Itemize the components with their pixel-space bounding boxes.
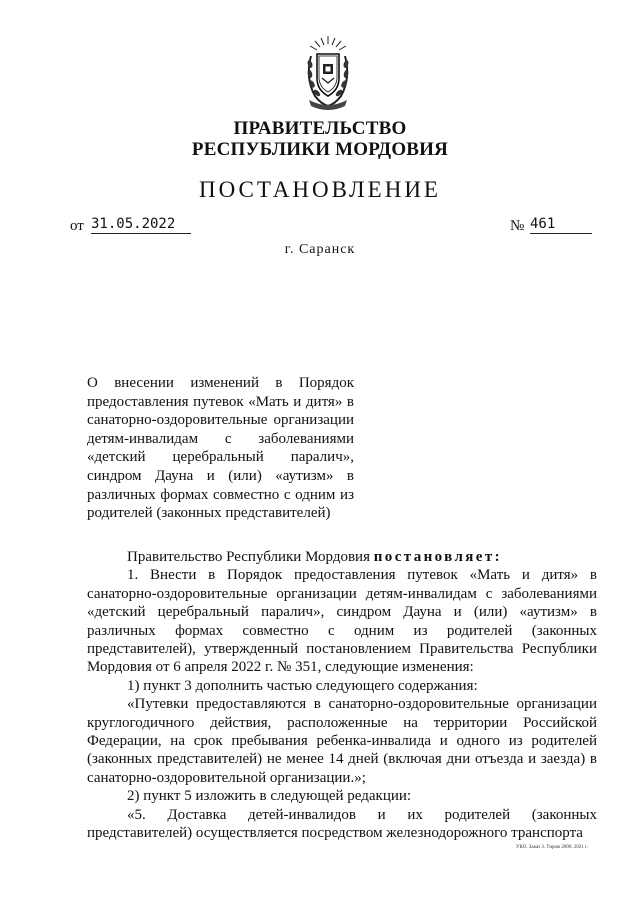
coat-of-arms-emblem [301, 34, 355, 114]
intro-text: Правительство Республики Мордовия [127, 549, 374, 565]
date-prefix: от [70, 218, 84, 234]
government-name-line2: РЕСПУБЛИКИ МОРДОВИЯ [191, 139, 449, 160]
resolution-keyword: постановляет: [373, 549, 503, 565]
quoted-amendment-2: «5. Доставка детей-инвалидов и их родителей (законных представителей) осуществляется посредством железнодорожного транспорта [87, 806, 597, 842]
government-name-line1: ПРАВИТЕЛЬСТВО [233, 118, 407, 139]
item-1-paragraph: 1. Внести в Порядок предоставления путевок «Мать и дитя» в санаторно-оздоровительные организации детям-инвалидам с заболеваниями «детский церебральный паралич», синдром Дауна и (или) «аутизм» в различных формах совместно с одним из родителей (законных представителей), утвержденный постановлением Правительства Республики Мордовия от 6 апреля 2022 г. № 351, следующие изменения: [87, 567, 597, 676]
quoted-amendment-1: «Путевки предоставляются в санаторно-оздоровительные организации круглогодичного действия, расположенные на территории Российской Федерации, на срок пребывания ребенка-инвалида и одного из родителей (законных представителей) не менее 14 дней (включая дни отъезда и заезда) в санаторно-оздоровительной организации.»; [87, 696, 597, 786]
document-body [87, 548, 597, 843]
document-type-heading: ПОСТАНОВЛЕНИЕ [199, 177, 441, 202]
document-date: 31.05.2022 [91, 216, 191, 234]
number-prefix: № [510, 218, 525, 234]
item-1-subitem-2: 2) пункт 5 изложить в следующей редакции: [127, 788, 412, 805]
city-of-issue: г. Саранск [284, 242, 356, 257]
item-1-subitem-1: 1) пункт 3 дополнить частью следующего содержания: [127, 677, 478, 694]
print-info-footer: УКО. Заказ 3. Тираж 2000. 2021 г. [516, 845, 588, 850]
document-number: 461 [530, 216, 592, 234]
document-title: О внесении изменений в Порядок предоставления путевок «Мать и дитя» в санаторно-оздоровительные организации детям-инвалидам с заболеваниями «детский церебральный паралич», синдром Дауна и (или) «аутизм» в различных формах совместно с одним из родителей (законных представителей) [87, 375, 354, 522]
intro-paragraph [87, 548, 597, 566]
